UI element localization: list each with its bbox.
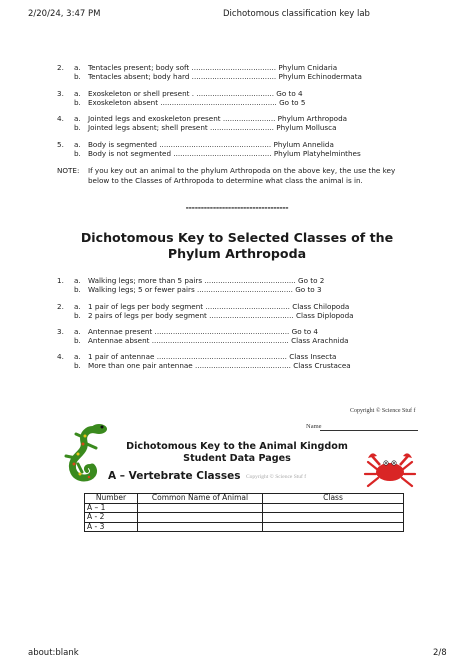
option-text: Walking legs; 5 or fewer pairs .......................................... Go to 3 <box>88 285 322 294</box>
option-text: Antennae absent ............................................................ Class Arachnida <box>88 336 349 345</box>
name-line <box>320 430 418 431</box>
table-row <box>85 503 404 513</box>
option-letter: a. <box>74 327 81 336</box>
option-letter: b. <box>74 336 81 345</box>
table-row <box>85 513 404 523</box>
option-letter: b. <box>74 98 81 107</box>
table-cell: A - 2 <box>85 513 138 523</box>
option-letter: a. <box>74 352 81 361</box>
column-header: Class <box>263 494 404 504</box>
step-number: 2. <box>57 302 64 311</box>
table-cell <box>263 522 404 532</box>
option-text: 1 pair of antennae ......................................................... Class Insecta <box>88 352 337 361</box>
step-number: 3. <box>57 327 64 336</box>
footer-url: about:blank <box>28 648 79 658</box>
name-label: Name <box>306 423 322 430</box>
option-letter: a. <box>74 89 81 98</box>
option-letter: a. <box>74 302 81 311</box>
column-header: Number <box>85 494 138 504</box>
table-cell: A - 3 <box>85 522 138 532</box>
step-number: 2. <box>57 63 64 72</box>
table-cell <box>138 503 263 513</box>
step-number: 5. <box>57 140 64 149</box>
step-number: 4. <box>57 352 64 361</box>
option-letter: a. <box>74 63 81 72</box>
option-text: Jointed legs absent; shell present ............................ Phylum Mollusca <box>88 123 337 132</box>
option-letter: b. <box>74 285 81 294</box>
option-text: 1 pair of legs per body segment ..................................... Class Chilopoda <box>88 302 350 311</box>
footer-page-number: 2/8 <box>433 648 447 658</box>
option-text: Walking legs; more than 5 pairs ........................................ Go to 2 <box>88 276 325 285</box>
table-cell <box>138 522 263 532</box>
title-line: Dichotomous Key to Selected Classes of the <box>80 230 394 245</box>
title-line: Student Data Pages <box>183 453 291 464</box>
option-text: Jointed legs and exoskeleton present ....................... Phylum Arthropoda <box>88 114 348 123</box>
title-line: Phylum Arthropoda <box>167 246 307 261</box>
step-number: 3. <box>57 89 64 98</box>
option-text: More than one pair antennae .......................................... Class Crustacea <box>88 361 351 370</box>
copyright-notice: Copyright © Science Stuf f <box>350 408 416 414</box>
step-number: 4. <box>57 114 64 123</box>
section-heading: A – Vertebrate Classes <box>108 470 241 482</box>
option-text: Body is segmented ................................................. Phylum Annelida <box>88 140 334 149</box>
option-letter: b. <box>74 72 81 81</box>
section-separator: ---------------------------------- <box>185 203 289 212</box>
option-letter: b. <box>74 361 81 370</box>
option-letter: a. <box>74 276 81 285</box>
column-header: Common Name of Animal <box>138 494 263 504</box>
step-number: 1. <box>57 276 64 285</box>
note-label: NOTE: <box>57 166 80 175</box>
note-text: If you key out an animal to the phylum Arthropoda on the above key, the use the key below to the Classes of Arthropoda to determine what class the animal is in. <box>88 166 396 185</box>
vertebrate-table <box>84 493 404 532</box>
table-cell: A – 1 <box>85 503 138 513</box>
option-text: 2 pairs of legs per body segment ..................................... Class Diplopoda <box>88 311 354 320</box>
option-text: Exoskeleton or shell present . .................................. Go to 4 <box>88 89 303 98</box>
option-text: Exoskeleton absent ................................................... Go to 5 <box>88 98 306 107</box>
option-text: Antennae present ........................................................... Go to 4 <box>88 327 318 336</box>
option-text: Body is not segmented ........................................... Phylum Platyhelminthes <box>88 149 361 158</box>
title-line: Dichotomous Key to the Animal Kingdom <box>126 441 348 452</box>
option-text: Tentacles absent; body hard ..................................... Phylum Echinodermata <box>88 72 362 81</box>
header-datetime: 2/20/24, 3:47 PM <box>28 9 101 19</box>
option-letter: b. <box>74 149 81 158</box>
header-title: Dichotomous classification key lab <box>223 9 370 19</box>
arthropoda-key-title <box>0 230 474 262</box>
table-row <box>85 522 404 532</box>
option-letter: b. <box>74 311 81 320</box>
option-text: Tentacles present; body soft ..................................... Phylum Cnidaria <box>88 63 338 72</box>
option-letter: b. <box>74 123 81 132</box>
table-cell <box>263 503 404 513</box>
table-cell <box>138 513 263 523</box>
option-letter: a. <box>74 140 81 149</box>
option-letter: a. <box>74 114 81 123</box>
worksheet-title <box>0 441 474 465</box>
table-cell <box>263 513 404 523</box>
copyright-watermark: Copyright © Science Stuf f <box>246 474 307 480</box>
